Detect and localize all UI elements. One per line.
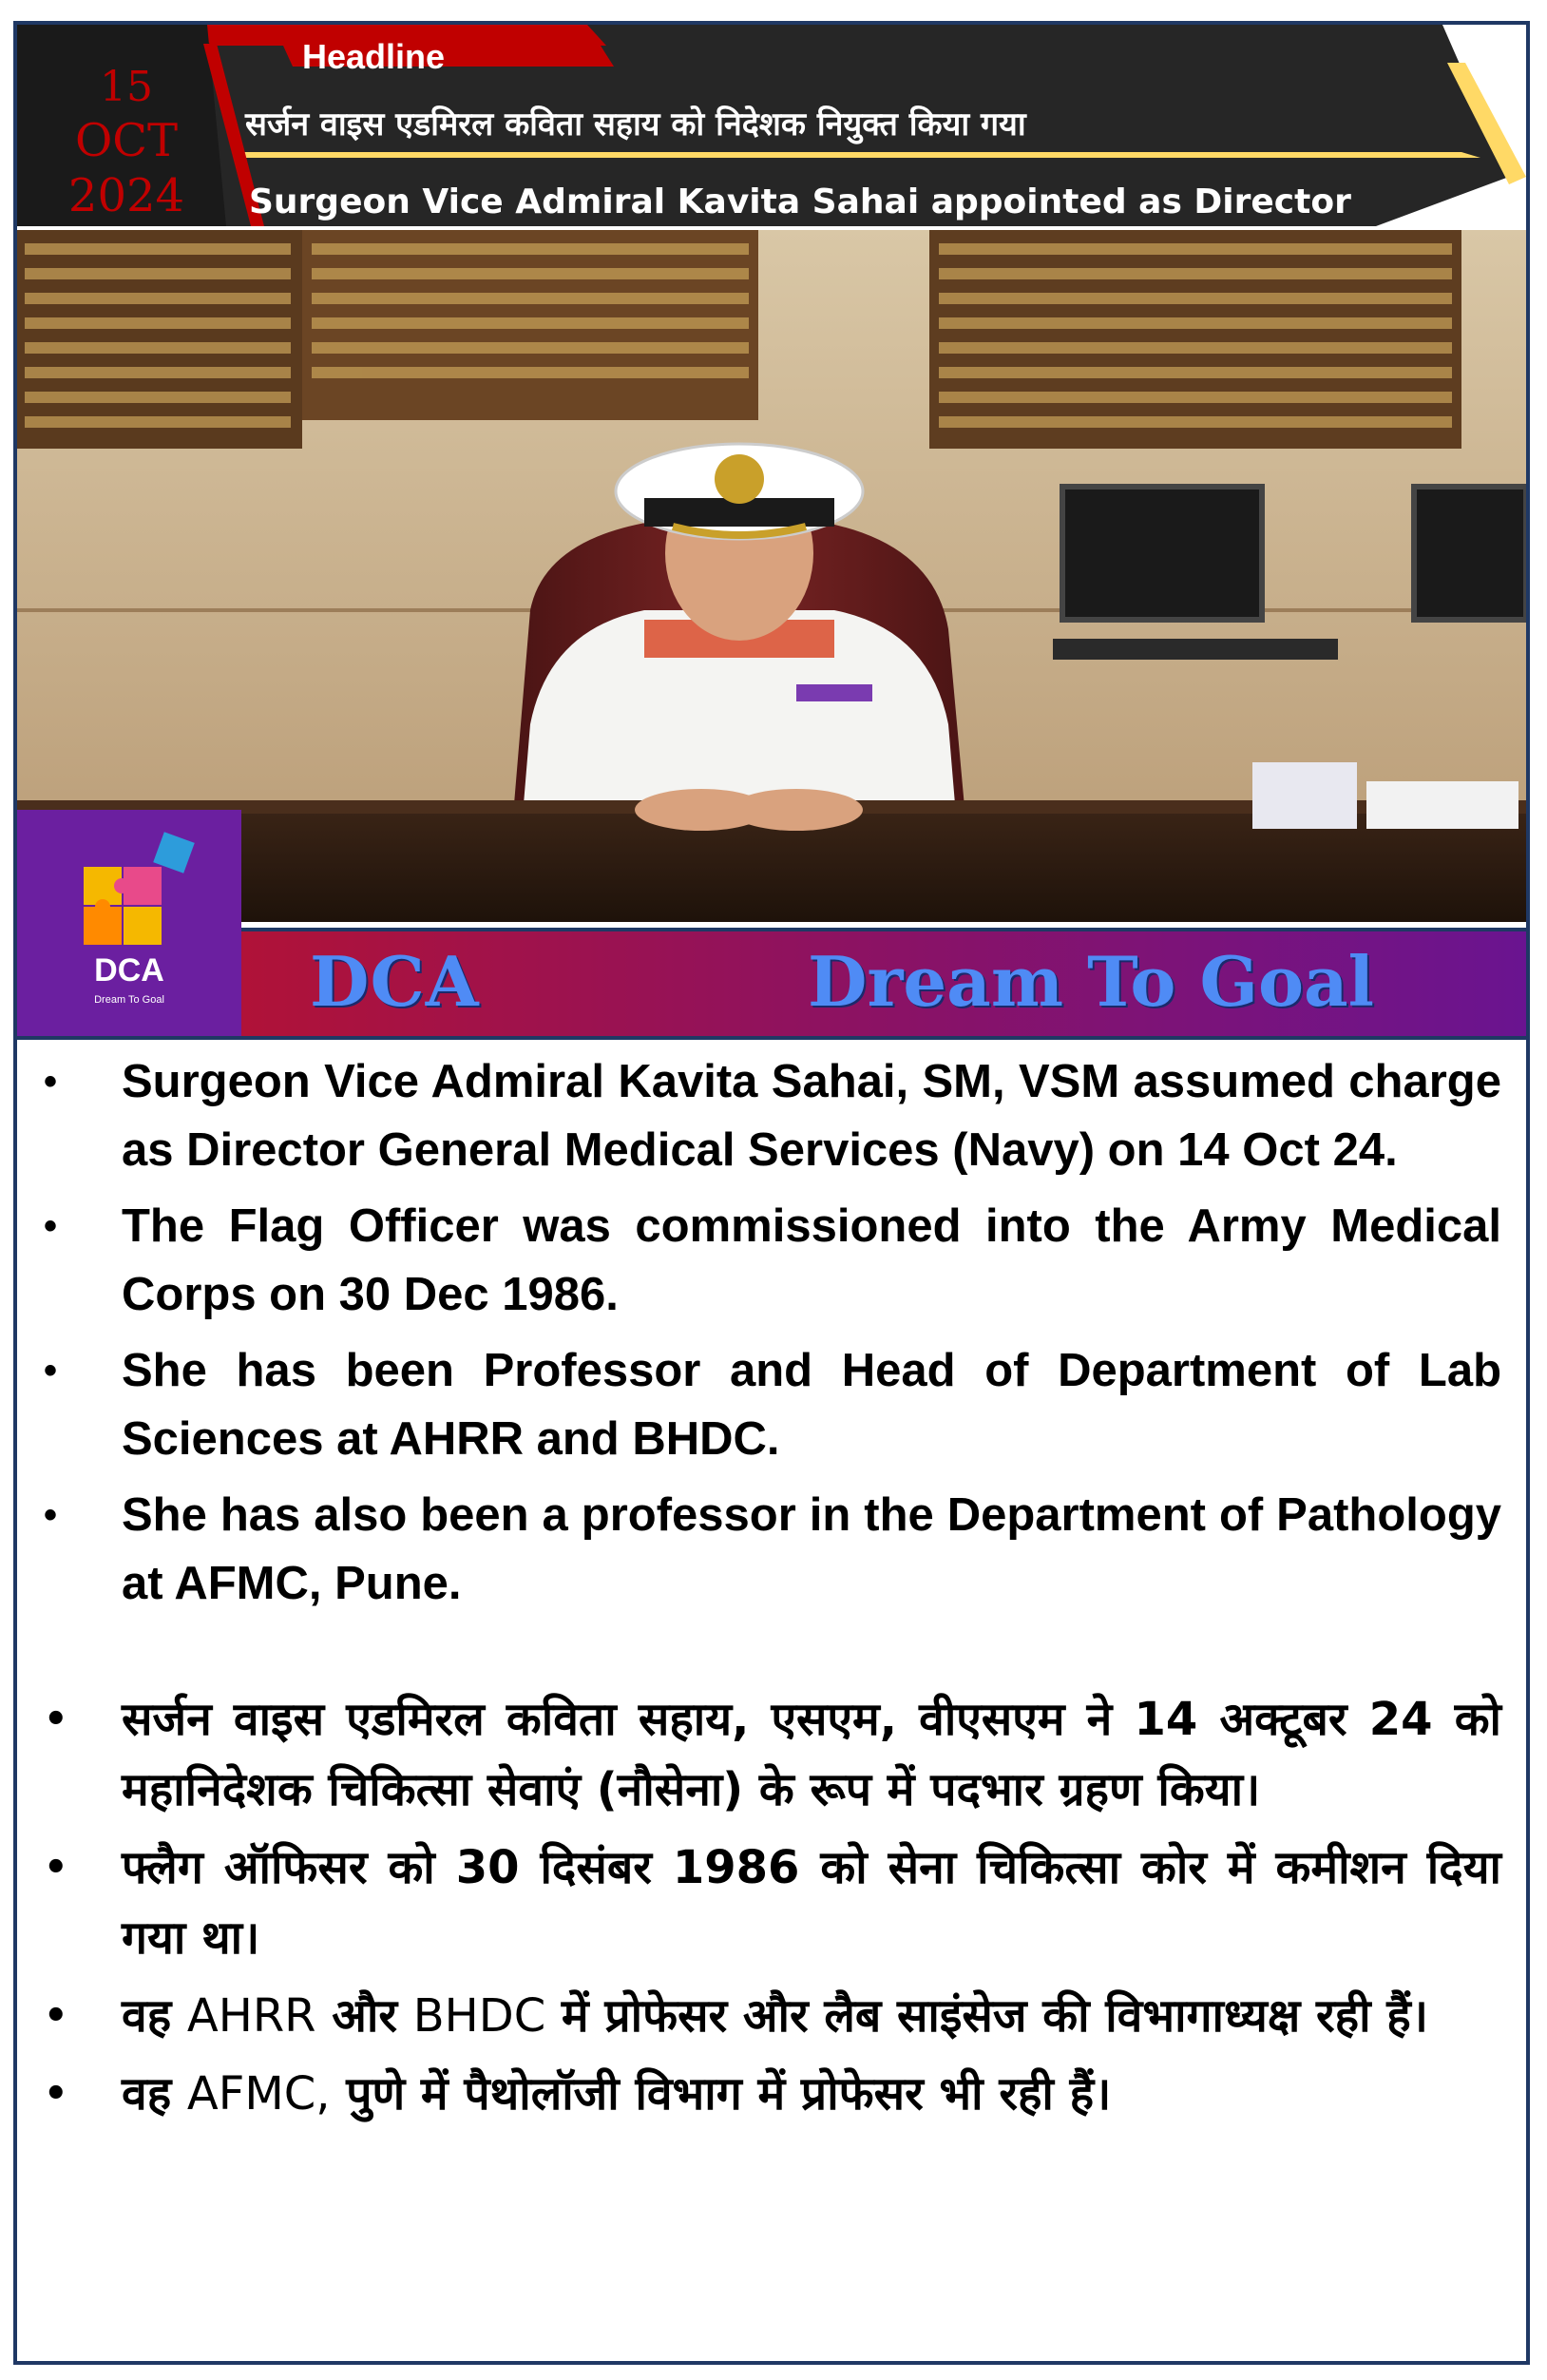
logo-text: DCA — [94, 952, 164, 988]
latin-text: BHDC — [412, 1989, 546, 2043]
english-point-2: The Flag Officer was commissioned into the Army Medical Corps on 30 Dec 1986. — [122, 1200, 1501, 1320]
banner-left-text: DCA — [310, 941, 480, 1022]
bullet-icon: • — [44, 2072, 68, 2116]
officer-photo — [17, 230, 1526, 922]
latin-text: AFMC, — [186, 2067, 331, 2121]
list-item — [30, 2059, 1501, 2129]
date-day: 15 — [100, 63, 153, 111]
bullet-icon: • — [44, 1205, 58, 1247]
bullet-icon: • — [44, 1061, 58, 1103]
list-item — [30, 1981, 1501, 2051]
bullet-icon: • — [44, 1698, 68, 1741]
hindi-point-1: सर्जन वाइस एडमिरल कविता सहाय, एसएम, वीएसएम ने 14 अक्टूबर 24 को महानिदेशक चिकित्सा सेवाएं (नौसेना) के रूप में पदभार ग्रहण किया। — [122, 1693, 1501, 1816]
hindi-text: वह — [122, 1989, 187, 2043]
headline-header — [17, 25, 1526, 226]
english-point-1: Surgeon Vice Admiral Kavita Sahai, SM, VSM assumed charge as Director General Medical Services (Navy) on 14 Oct 24. — [122, 1056, 1501, 1176]
list-item — [30, 1481, 1501, 1618]
bullet-icon: • — [44, 1494, 58, 1536]
headline-english: Surgeon Vice Admiral Kavita Sahai appointed as Director — [249, 182, 1351, 221]
headline-hindi: सर्जन वाइस एडमिरल कविता सहाय को निदेशक नियुक्त किया गया — [245, 106, 1026, 144]
hindi-point-2: फ्लैग ऑफिसर को 30 दिसंबर 1986 को सेना चिकित्सा कोर में कमीशन दिया गया था। — [122, 1841, 1501, 1965]
hindi-text: पुणे में पैथोलॉजी विभाग में प्रोफेसर भी रही हैं। — [330, 2067, 1112, 2121]
banner-right-text: Dream To Goal — [808, 941, 1375, 1022]
hindi-text: और — [315, 1989, 413, 2043]
bullet-icon: • — [44, 1846, 68, 1890]
list-item — [30, 1684, 1501, 1825]
hindi-point-4 — [122, 2067, 1111, 2121]
headline-tag: Headline — [302, 37, 446, 76]
list-item — [30, 1047, 1501, 1184]
naval-cap-badge-icon — [715, 454, 764, 504]
bullet-icon: • — [44, 1350, 58, 1392]
list-item — [30, 1833, 1501, 1973]
dca-banner — [241, 928, 1526, 1036]
hindi-text: वह — [122, 2067, 187, 2121]
list-item — [30, 1192, 1501, 1329]
hindi-point-3 — [122, 1989, 1428, 2043]
bullet-icon: • — [44, 1994, 68, 2038]
dca-logo-box — [17, 810, 241, 1036]
latin-text: AHRR — [186, 1989, 316, 2043]
list-item — [30, 1336, 1501, 1473]
english-point-4: She has also been a professor in the Department of Pathology at AFMC, Pune. — [122, 1489, 1501, 1609]
date-block — [55, 63, 198, 222]
english-point-3: She has been Professor and Head of Department of Lab Sciences at AHRR and BHDC. — [122, 1345, 1501, 1465]
hindi-text: में प्रोफेसर और लैब साइंसेज की विभागाध्यक्ष रही हैं। — [545, 1989, 1428, 2043]
date-year: 2024 — [67, 169, 185, 222]
date-month: OCT — [74, 114, 179, 167]
divider — [17, 1036, 1526, 1040]
logo-tagline: Dream To Goal — [94, 994, 164, 1006]
news-points — [30, 1047, 1501, 2129]
